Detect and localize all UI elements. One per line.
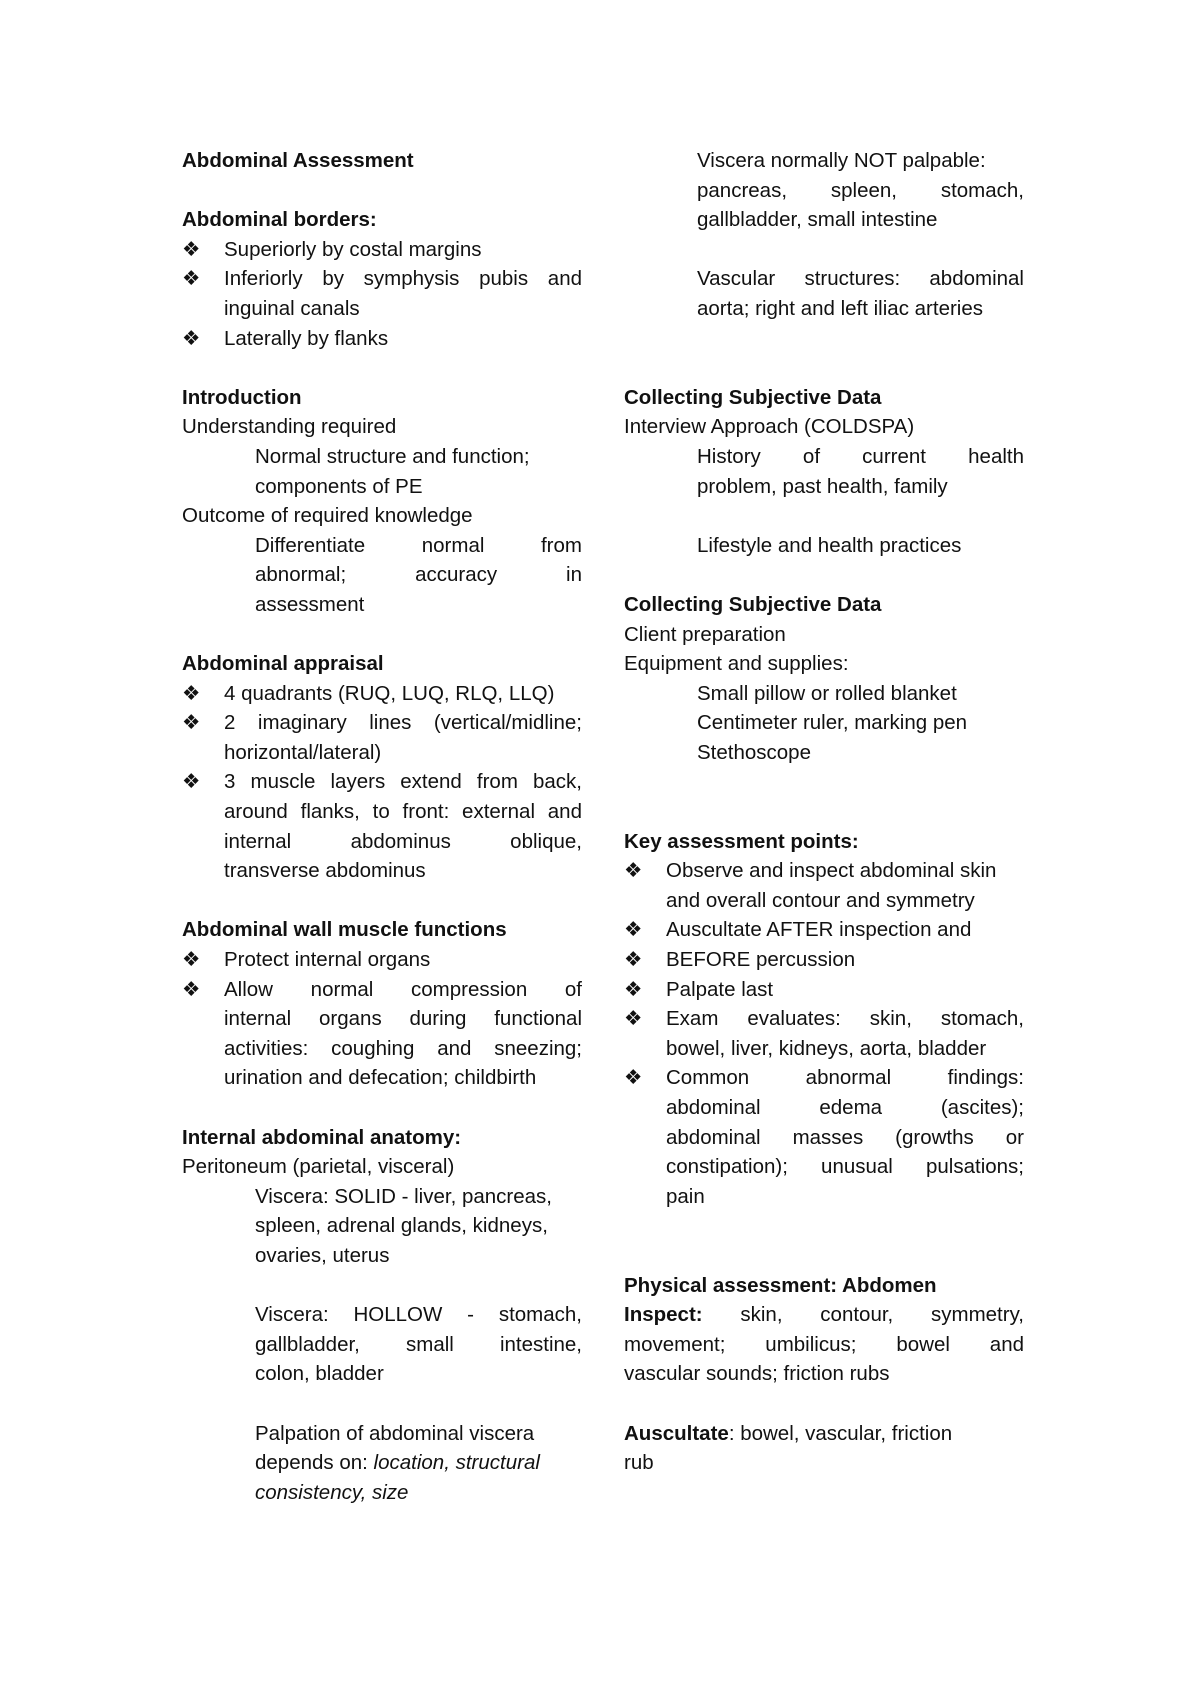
line-text: abdominal masses (growths or bbox=[666, 1125, 1024, 1149]
text-line bbox=[182, 1478, 582, 1508]
line-text: Equipment and supplies: bbox=[624, 652, 849, 676]
text-line bbox=[182, 1182, 582, 1212]
text-line bbox=[182, 827, 582, 857]
line-text: horizontal/lateral) bbox=[224, 740, 382, 764]
section-heading bbox=[182, 1123, 582, 1153]
text-line bbox=[624, 1093, 1024, 1123]
line-text: abnormal; accuracy in bbox=[255, 563, 582, 587]
line-text: components of PE bbox=[255, 474, 423, 498]
line-text: Centimeter ruler, marking pen bbox=[697, 711, 968, 735]
line-text: abdominal edema (ascites); bbox=[666, 1096, 1024, 1119]
bullet-item bbox=[624, 856, 1024, 886]
line-text: Outcome of required knowledge bbox=[182, 504, 473, 528]
text-line bbox=[624, 531, 1024, 561]
text-line bbox=[624, 205, 1024, 235]
right-column bbox=[624, 146, 1024, 1478]
bullet-icon: ❖ bbox=[182, 977, 201, 1001]
text-line bbox=[182, 531, 582, 561]
text-line bbox=[624, 1300, 1024, 1330]
text-line bbox=[182, 412, 582, 442]
text-line bbox=[624, 412, 1024, 442]
text-line bbox=[624, 1448, 1024, 1478]
line-text: constipation); unusual pulsations; bbox=[666, 1155, 1024, 1179]
text-line bbox=[624, 442, 1024, 472]
line-text: History of current health bbox=[697, 444, 1024, 468]
line-text: transverse abdominus bbox=[224, 859, 426, 883]
line-text: pain bbox=[666, 1184, 705, 1208]
text-line bbox=[182, 1004, 582, 1034]
bullet-item bbox=[182, 324, 582, 354]
line-text: activities: coughing and sneezing; bbox=[224, 1036, 582, 1060]
line-text: colon, bladder bbox=[255, 1362, 384, 1386]
line-text: spleen, adrenal glands, kidneys, bbox=[255, 1214, 548, 1238]
bullet-icon: ❖ bbox=[182, 681, 201, 705]
line-text: BEFORE percussion bbox=[666, 948, 856, 972]
line-text: Physical assessment: Abdomen bbox=[624, 1273, 937, 1297]
bullet-item bbox=[624, 1004, 1024, 1034]
blank-line bbox=[624, 1389, 1024, 1419]
line-text: Observe and inspect abdominal skin bbox=[666, 859, 997, 883]
line-text: Protect internal organs bbox=[224, 948, 431, 972]
line-text: Client preparation bbox=[624, 622, 786, 646]
line-text: Auscultate AFTER inspection and bbox=[666, 918, 972, 942]
bullet-icon: ❖ bbox=[182, 948, 201, 972]
text-line bbox=[624, 679, 1024, 709]
emphasis-text: location, structural bbox=[373, 1451, 540, 1475]
text-line bbox=[182, 1419, 582, 1449]
line-text: Laterally by flanks bbox=[224, 326, 389, 350]
line-text: Normal structure and function; bbox=[255, 444, 530, 468]
line-text: Palpation of abdominal viscera bbox=[255, 1421, 535, 1445]
line-text: Understanding required bbox=[182, 415, 397, 439]
line-text: movement; umbilicus; bowel and bbox=[624, 1332, 1024, 1356]
line-text: Interview Approach (COLDSPA) bbox=[624, 415, 915, 439]
text-line bbox=[182, 1330, 582, 1360]
bullet-icon: ❖ bbox=[182, 770, 201, 794]
blank-line bbox=[624, 1241, 1024, 1271]
text-line bbox=[182, 1241, 582, 1271]
text-line bbox=[182, 560, 582, 590]
blank-line bbox=[624, 501, 1024, 531]
blank-line bbox=[182, 1093, 582, 1123]
bullet-item bbox=[182, 264, 582, 294]
text-line bbox=[624, 649, 1024, 679]
bullet-item bbox=[182, 679, 582, 709]
line-text: Lifestyle and health practices bbox=[697, 533, 962, 557]
line-text: Introduction bbox=[182, 385, 302, 409]
text-line bbox=[624, 620, 1024, 650]
section-heading bbox=[624, 590, 1024, 620]
bullet-icon: ❖ bbox=[182, 267, 201, 291]
blank-line bbox=[182, 353, 582, 383]
line-text: Stethoscope bbox=[697, 740, 811, 764]
bullet-item bbox=[182, 767, 582, 797]
line-text: Viscera normally NOT palpable: bbox=[697, 149, 986, 172]
text-line bbox=[624, 738, 1024, 768]
left-column bbox=[182, 146, 582, 1507]
text-line bbox=[624, 1359, 1024, 1389]
text-line bbox=[182, 1359, 582, 1389]
section-heading bbox=[182, 205, 582, 235]
text-line bbox=[624, 886, 1024, 916]
blank-line bbox=[182, 620, 582, 650]
line-text: Exam evaluates: skin, stomach, bbox=[666, 1007, 1024, 1031]
section-heading bbox=[182, 915, 582, 945]
bullet-item bbox=[182, 708, 582, 738]
section-heading bbox=[624, 383, 1024, 413]
section-heading bbox=[182, 649, 582, 679]
bullet-icon: ❖ bbox=[624, 1007, 643, 1031]
text-line bbox=[182, 294, 582, 324]
text-line bbox=[624, 146, 1024, 176]
text-line bbox=[182, 1300, 582, 1330]
blank-line bbox=[624, 560, 1024, 590]
line-text: Palpate last bbox=[666, 977, 774, 1001]
line-text: internal abdominus oblique, bbox=[224, 829, 582, 853]
line-text: 4 quadrants (RUQ, LUQ, RLQ, LLQ) bbox=[224, 681, 555, 705]
line-text: Abdominal appraisal bbox=[182, 652, 384, 676]
section-heading bbox=[624, 827, 1024, 857]
blank-line bbox=[624, 353, 1024, 383]
text-line bbox=[182, 856, 582, 886]
line-text: Abdominal borders: bbox=[182, 208, 377, 232]
text-line bbox=[624, 176, 1024, 206]
bullet-icon: ❖ bbox=[624, 977, 643, 1001]
bullet-icon: ❖ bbox=[624, 1066, 643, 1090]
blank-line bbox=[624, 767, 1024, 797]
line-text: Differentiate normal from bbox=[255, 533, 582, 557]
line-text: 3 muscle layers extend from back, bbox=[224, 770, 582, 794]
line-text: ovaries, uterus bbox=[255, 1243, 390, 1267]
blank-line bbox=[182, 886, 582, 916]
line-text: Allow normal compression of bbox=[224, 977, 582, 1001]
text-line bbox=[624, 1123, 1024, 1153]
bullet-icon: ❖ bbox=[182, 711, 201, 735]
line-text: : bowel, vascular, friction bbox=[728, 1421, 953, 1445]
line-text: Abdominal Assessment bbox=[182, 149, 414, 172]
bullet-icon: ❖ bbox=[624, 859, 643, 883]
bullet-icon: ❖ bbox=[624, 948, 643, 972]
blank-line bbox=[624, 797, 1024, 827]
line-text: Superiorly by costal margins bbox=[224, 237, 482, 261]
text-line bbox=[624, 708, 1024, 738]
line-text: Internal abdominal anatomy: bbox=[182, 1125, 462, 1149]
line-text: Collecting Subjective Data bbox=[624, 592, 882, 616]
text-line bbox=[182, 1034, 582, 1064]
text-line bbox=[624, 1419, 1024, 1449]
blank-line bbox=[182, 176, 582, 206]
bullet-icon: ❖ bbox=[182, 326, 201, 350]
bullet-item bbox=[624, 1063, 1024, 1093]
bullet-icon: ❖ bbox=[624, 918, 643, 942]
line-text: and overall contour and symmetry bbox=[666, 888, 975, 912]
line-text: Viscera: HOLLOW - stomach, bbox=[255, 1303, 582, 1327]
text-line bbox=[624, 294, 1024, 324]
text-line bbox=[182, 738, 582, 768]
text-line bbox=[182, 1063, 582, 1093]
line-text: Abdominal wall muscle functions bbox=[182, 918, 507, 942]
text-line bbox=[182, 501, 582, 531]
text-line bbox=[182, 1152, 582, 1182]
text-line bbox=[182, 797, 582, 827]
line-text: Inferiorly by symphysis pubis and bbox=[224, 267, 582, 291]
section-heading bbox=[624, 1271, 1024, 1301]
line-text: Small pillow or rolled blanket bbox=[697, 681, 957, 705]
blank-line bbox=[182, 1271, 582, 1301]
text-line bbox=[624, 472, 1024, 502]
line-text: Peritoneum (parietal, visceral) bbox=[182, 1155, 455, 1179]
text-line bbox=[182, 590, 582, 620]
text-line bbox=[182, 472, 582, 502]
bullet-item bbox=[182, 235, 582, 265]
line-text: inguinal canals bbox=[224, 296, 360, 320]
line-text: around flanks, to front: external and bbox=[224, 800, 582, 824]
blank-line bbox=[624, 324, 1024, 354]
bullet-item bbox=[624, 975, 1024, 1005]
line-text: Vascular structures: abdominal bbox=[697, 267, 1024, 291]
text-line bbox=[624, 1034, 1024, 1064]
line-text: Key assessment points: bbox=[624, 829, 859, 853]
line-text: gallbladder, small intestine, bbox=[255, 1332, 582, 1356]
line-text: Common abnormal findings: bbox=[666, 1066, 1024, 1090]
blank-line bbox=[624, 235, 1024, 265]
line-text: bowel, liver, kidneys, aorta, bladder bbox=[666, 1036, 987, 1060]
line-text: internal organs during functional bbox=[224, 1007, 582, 1031]
blank-line bbox=[624, 1211, 1024, 1241]
text-line bbox=[624, 1152, 1024, 1182]
line-text: vascular sounds; friction rubs bbox=[624, 1362, 890, 1386]
line-text: Viscera: SOLID - liver, pancreas, bbox=[255, 1184, 552, 1208]
line-text: pancreas, spleen, stomach, bbox=[697, 178, 1024, 202]
label-term: Inspect: bbox=[624, 1303, 703, 1327]
section-heading bbox=[182, 383, 582, 413]
bullet-item bbox=[624, 915, 1024, 945]
text-line bbox=[624, 264, 1024, 294]
line-text: depends on: bbox=[255, 1451, 374, 1475]
line-text: consistency, size bbox=[255, 1480, 409, 1504]
bullet-item bbox=[182, 975, 582, 1005]
blank-line bbox=[182, 1389, 582, 1419]
section-heading bbox=[182, 146, 582, 176]
text-line bbox=[182, 442, 582, 472]
line-text: urination and defecation; childbirth bbox=[224, 1066, 537, 1090]
line-text: 2 imaginary lines (vertical/midline; bbox=[224, 711, 582, 735]
line-text: problem, past health, family bbox=[697, 474, 948, 498]
line-text: skin, contour, symmetry, bbox=[740, 1303, 1024, 1327]
text-line bbox=[182, 1211, 582, 1241]
text-line bbox=[624, 1182, 1024, 1212]
label-term: Auscultate bbox=[624, 1421, 729, 1445]
line-text: rub bbox=[624, 1451, 654, 1475]
text-line bbox=[182, 1448, 582, 1478]
line-text: Collecting Subjective Data bbox=[624, 385, 882, 409]
bullet-icon: ❖ bbox=[182, 237, 201, 261]
line-text: aorta; right and left iliac arteries bbox=[697, 296, 983, 320]
line-text: assessment bbox=[255, 592, 365, 616]
line-text: gallbladder, small intestine bbox=[697, 208, 938, 232]
text-line bbox=[624, 1330, 1024, 1360]
bullet-item bbox=[182, 945, 582, 975]
bullet-item bbox=[624, 945, 1024, 975]
